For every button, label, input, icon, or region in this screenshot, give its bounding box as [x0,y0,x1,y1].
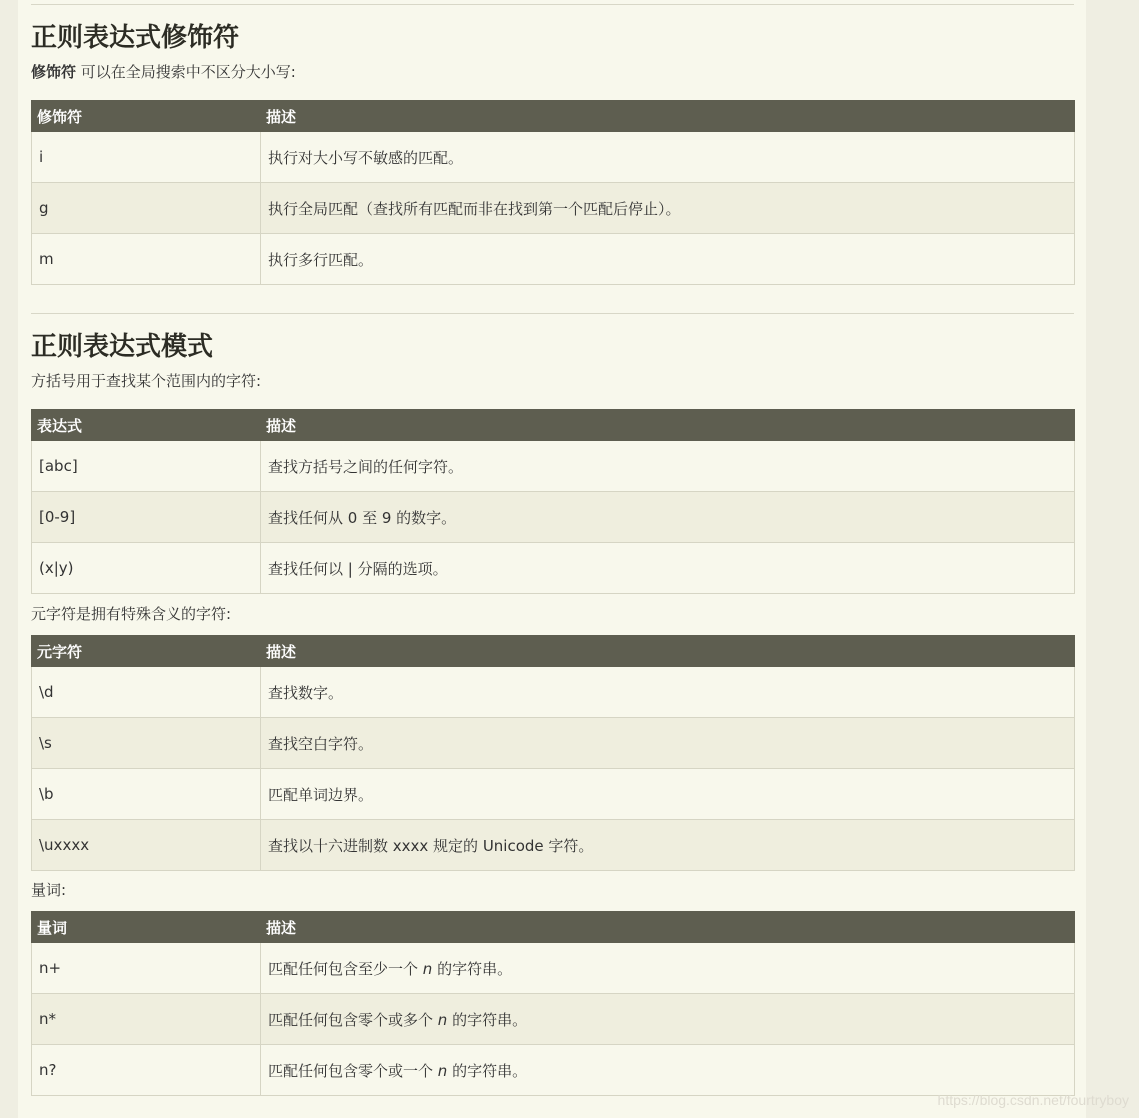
modifiers-intro-bold: 修饰符 [31,63,77,81]
table-cell: \b [32,769,261,820]
cell-text: 匹配任何包含零个或一个 [268,1061,438,1080]
patterns-section [31,313,1074,391]
modifiers-section [31,4,1074,82]
column-header: 描述 [261,636,1075,667]
table-cell: \s [32,718,261,769]
table-row [32,183,1075,234]
table-row [32,994,1075,1045]
article-content [18,0,1086,1118]
table-header-row [32,410,1075,441]
table-cell: n* [32,994,261,1045]
table-cell: (x|y) [32,543,261,594]
table-cell: 匹配单词边界。 [261,769,1075,820]
page-left-margin [0,0,18,1118]
table-cell: \d [32,667,261,718]
cell-text: 匹配任何包含至少一个 [268,959,423,978]
patterns-heading: 正则表达式模式 [31,332,214,362]
column-header: 描述 [261,912,1075,943]
table-header-row [32,101,1075,132]
modifiers-table [31,100,1075,285]
table-cell: 查找任何以 | 分隔的选项。 [261,543,1075,594]
cell-text: 的字符串。 [447,1061,528,1080]
table-cell: [0-9] [32,492,261,543]
column-header: 修饰符 [32,101,261,132]
table-cell: 查找方括号之间的任何字符。 [261,441,1075,492]
table-row [32,441,1075,492]
table-row [32,718,1075,769]
cell-variable: n [437,1061,448,1080]
cell-variable: n [437,1010,448,1029]
table-cell [261,994,1075,1045]
table-cell: [abc] [32,441,261,492]
table-cell: m [32,234,261,285]
table-header-row [32,912,1075,943]
table-row [32,543,1075,594]
column-header: 量词 [32,912,261,943]
patterns-table [31,409,1075,594]
table-cell: n+ [32,943,261,994]
table-cell: \uxxxx [32,820,261,871]
table-row [32,1045,1075,1096]
modifiers-intro [31,62,1074,82]
table-cell: 执行多行匹配。 [261,234,1075,285]
quantifiers-table [31,911,1075,1096]
cell-variable: n [422,959,433,978]
watermark-url: https://blog.csdn.net/fourtryboy [937,1092,1129,1108]
cell-text: 的字符串。 [432,959,513,978]
metachars-intro: 元字符是拥有特殊含义的字符: [31,605,232,623]
table-cell: 执行全局匹配（查找所有匹配而非在找到第一个匹配后停止）。 [261,183,1075,234]
table-cell: g [32,183,261,234]
table-cell [261,943,1075,994]
table-row [32,667,1075,718]
table-header-row [32,636,1075,667]
modifiers-intro-text: 可以在全局搜索中不区分大小写: [76,63,296,81]
table-cell: 执行对大小写不敏感的匹配。 [261,132,1075,183]
column-header: 描述 [261,410,1075,441]
table-row [32,769,1075,820]
table-row [32,492,1075,543]
table-row [32,234,1075,285]
table-row [32,820,1075,871]
table-cell: n? [32,1045,261,1096]
cell-text: 的字符串。 [447,1010,528,1029]
metachars-table [31,635,1075,871]
column-header: 元字符 [32,636,261,667]
table-cell: 查找以十六进制数 xxxx 规定的 Unicode 字符。 [261,820,1075,871]
cell-text: 匹配任何包含零个或多个 [268,1010,438,1029]
table-cell: i [32,132,261,183]
table-row [32,943,1075,994]
quantifiers-intro: 量词: [31,881,67,899]
column-header: 描述 [261,101,1075,132]
table-row [32,132,1075,183]
table-cell: 查找任何从 0 至 9 的数字。 [261,492,1075,543]
table-cell: 查找数字。 [261,667,1075,718]
column-header: 表达式 [32,410,261,441]
table-cell [261,1045,1075,1096]
patterns-intro: 方括号用于查找某个范围内的字符: [31,372,262,390]
table-cell: 查找空白字符。 [261,718,1075,769]
modifiers-heading: 正则表达式修饰符 [31,23,240,53]
